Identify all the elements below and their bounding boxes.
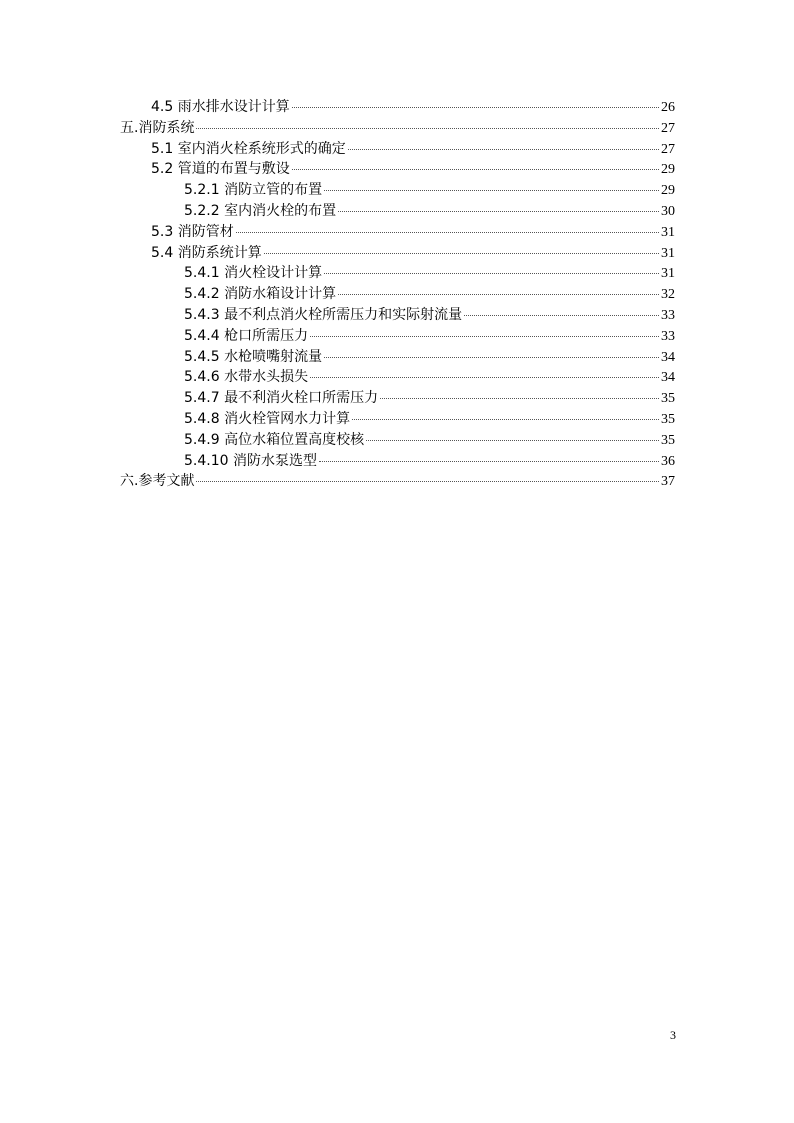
toc-entry[interactable] <box>120 451 675 472</box>
toc-dot-leader <box>319 461 659 462</box>
toc-dot-leader <box>196 128 659 129</box>
toc-entry-title: 5.2.1 消防立管的布置 <box>184 182 323 199</box>
toc-entry-title: 5.2.2 室内消火栓的布置 <box>184 202 337 219</box>
toc-entry-title: 5.1 室内消火栓系统形式的确定 <box>151 140 346 157</box>
toc-entry-page: 31 <box>661 245 675 261</box>
toc-entry-title: 4.5 雨水排水设计计算 <box>151 99 290 115</box>
toc-entry[interactable] <box>120 367 675 388</box>
toc-dot-leader <box>324 273 659 274</box>
toc-entry[interactable] <box>120 326 675 347</box>
toc-entry-title: 5.4.8 消火栓管网水力计算 <box>184 410 351 427</box>
toc-entry-title: 5.4.3 最不利点消火栓所需压力和实际射流量 <box>184 306 463 323</box>
toc-entry-title: 5.4 消防系统计算 <box>151 244 262 261</box>
toc-entry[interactable] <box>120 159 675 180</box>
toc-entry-title: 5.4.6 水带水头损失 <box>184 369 309 386</box>
toc-entry-title: 5.4.2 消防水箱设计计算 <box>184 286 337 303</box>
toc-entry-title: 5.4.4 枪口所需压力 <box>184 327 309 344</box>
toc-entry[interactable] <box>120 409 675 430</box>
toc-entry-title: 五.消防系统 <box>120 119 195 136</box>
toc-entry[interactable] <box>120 388 675 409</box>
toc-entry-page: 35 <box>661 411 675 427</box>
toc-entry[interactable] <box>120 284 675 305</box>
toc-entry-page: 34 <box>661 370 675 386</box>
toc-dot-leader <box>196 481 659 482</box>
toc-entry-page: 27 <box>661 141 675 157</box>
toc-entry[interactable] <box>120 471 675 492</box>
toc-dot-leader <box>292 169 659 170</box>
toc-entry-page: 35 <box>661 432 675 448</box>
toc-dot-leader <box>324 190 659 191</box>
toc-entry-title: 5.4.10 消防水泵选型 <box>184 452 317 469</box>
toc-entry-page: 34 <box>661 349 675 365</box>
toc-entry[interactable] <box>120 180 675 201</box>
toc-entry[interactable] <box>120 305 675 326</box>
toc-entry-page: 26 <box>661 100 675 115</box>
toc-entry-title: 5.4.7 最不利消火栓口所需压力 <box>184 390 379 407</box>
toc-entry[interactable] <box>120 97 675 118</box>
toc-dot-leader <box>352 419 659 420</box>
toc-dot-leader <box>380 398 659 399</box>
toc-entry-title: 5.3 消防管材 <box>151 223 234 240</box>
toc-dot-leader <box>348 149 659 150</box>
toc-dot-leader <box>236 232 659 233</box>
toc-entry-title: 5.4.1 消火栓设计计算 <box>184 265 323 282</box>
toc-dot-leader <box>338 211 659 212</box>
toc-entry-page: 29 <box>661 162 675 178</box>
toc-entry-page: 29 <box>661 183 675 199</box>
toc-entry[interactable] <box>120 347 675 368</box>
toc-entry-page: 31 <box>661 266 675 282</box>
toc-entry-title: 5.2 管道的布置与敷设 <box>151 161 290 178</box>
toc-dot-leader <box>338 294 659 295</box>
toc-entry-page: 33 <box>661 307 675 323</box>
toc-dot-leader <box>464 315 659 316</box>
toc-entry-page: 35 <box>661 391 675 407</box>
table-of-contents <box>120 97 675 492</box>
page-number: 3 <box>670 1028 676 1042</box>
toc-entry[interactable] <box>120 118 675 139</box>
toc-dot-leader <box>310 377 659 378</box>
toc-entry[interactable] <box>120 201 675 222</box>
toc-dot-leader <box>366 440 659 441</box>
toc-dot-leader <box>264 253 659 254</box>
toc-dot-leader <box>310 336 659 337</box>
toc-entry[interactable] <box>120 139 675 160</box>
toc-dot-leader <box>324 357 659 358</box>
toc-entry-page: 37 <box>661 474 675 490</box>
toc-entry-title: 5.4.9 高位水箱位置高度校核 <box>184 431 365 448</box>
toc-entry-page: 27 <box>661 120 675 136</box>
toc-entry[interactable] <box>120 263 675 284</box>
toc-entry-page: 36 <box>661 453 675 469</box>
toc-entry-page: 32 <box>661 287 675 303</box>
toc-entry-page: 30 <box>661 203 675 219</box>
toc-entry[interactable] <box>120 243 675 264</box>
toc-entry[interactable] <box>120 222 675 243</box>
toc-entry-page: 33 <box>661 328 675 344</box>
toc-dot-leader <box>292 107 659 108</box>
toc-entry-title: 5.4.5 水枪喷嘴射流量 <box>184 348 323 365</box>
toc-entry-page: 31 <box>661 224 675 240</box>
toc-entry[interactable] <box>120 430 675 451</box>
toc-entry-title: 六.参考文献 <box>120 473 195 490</box>
